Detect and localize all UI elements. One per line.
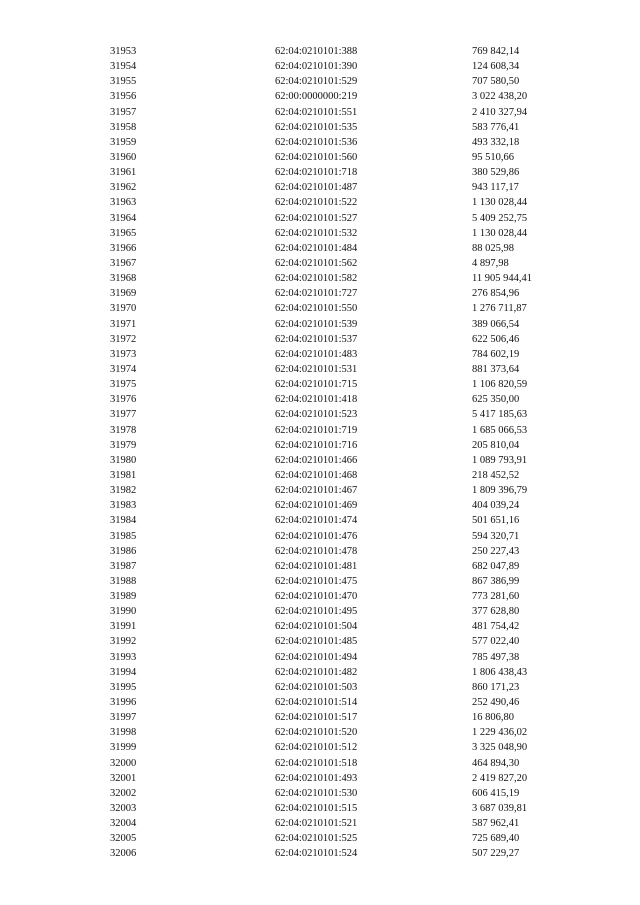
cadastral-number: 62:04:0210101:514 [275, 697, 358, 709]
row-number: 32001 [110, 772, 137, 784]
table-row [0, 301, 640, 316]
cadastral-value: 577 022,40 [472, 636, 520, 648]
table-row [0, 574, 640, 589]
table-row [0, 271, 640, 286]
cadastral-number: 62:04:0210101:727 [275, 288, 358, 300]
table-row [0, 619, 640, 634]
row-number: 31982 [110, 485, 137, 497]
row-number: 31970 [110, 303, 137, 315]
cadastral-value: 481 754,42 [472, 621, 520, 633]
cadastral-value: 95 510,66 [472, 151, 514, 163]
cadastral-number: 62:04:0210101:512 [275, 742, 358, 754]
table-row [0, 513, 640, 528]
cadastral-number: 62:04:0210101:523 [275, 409, 358, 421]
cadastral-number: 62:04:0210101:532 [275, 227, 358, 239]
cadastral-value: 205 810,04 [472, 439, 520, 451]
cadastral-number: 62:04:0210101:518 [275, 757, 358, 769]
cadastral-number: 62:04:0210101:474 [275, 515, 358, 527]
cadastral-value: 250 227,43 [472, 545, 520, 557]
table-row [0, 634, 640, 649]
table-row [0, 589, 640, 604]
cadastral-number: 62:04:0210101:476 [275, 530, 358, 542]
cadastral-number: 62:04:0210101:535 [275, 121, 358, 133]
row-number: 31992 [110, 636, 137, 648]
cadastral-number: 62:04:0210101:475 [275, 575, 358, 587]
row-number: 31985 [110, 530, 137, 542]
cadastral-value: 1 229 436,02 [472, 727, 528, 739]
table-row [0, 332, 640, 347]
cadastral-value: 276 854,96 [472, 288, 520, 300]
cadastral-number: 62:04:0210101:525 [275, 833, 358, 845]
row-number: 31969 [110, 288, 137, 300]
cadastral-number: 62:04:0210101:493 [275, 772, 358, 784]
cadastral-number: 62:04:0210101:483 [275, 348, 358, 360]
row-number: 31995 [110, 681, 137, 693]
cadastral-value: 1 809 396,79 [472, 485, 528, 497]
table-row [0, 665, 640, 680]
row-number: 31984 [110, 515, 137, 527]
row-number: 31961 [110, 167, 137, 179]
row-number: 32005 [110, 833, 137, 845]
table-row [0, 89, 640, 104]
cadastral-number: 62:04:0210101:550 [275, 303, 358, 315]
table-row [0, 846, 640, 861]
row-number: 31975 [110, 379, 137, 391]
table-row [0, 756, 640, 771]
cadastral-value: 88 025,98 [472, 242, 514, 254]
table-row [0, 256, 640, 271]
cadastral-number: 62:04:0210101:494 [275, 651, 358, 663]
cadastral-number: 62:04:0210101:527 [275, 212, 358, 224]
row-number: 31973 [110, 348, 137, 360]
cadastral-value: 1 130 028,44 [472, 197, 528, 209]
cadastral-number: 62:04:0210101:487 [275, 182, 358, 194]
cadastral-value: 622 506,46 [472, 333, 520, 345]
cadastral-value: 1 089 793,91 [472, 454, 528, 466]
cadastral-value: 464 894,30 [472, 757, 520, 769]
row-number: 31981 [110, 469, 137, 481]
row-number: 31998 [110, 727, 137, 739]
cadastral-number: 62:04:0210101:520 [275, 727, 358, 739]
cadastral-number: 62:04:0210101:716 [275, 439, 358, 451]
row-number: 31991 [110, 621, 137, 633]
cadastral-value: 2 419 827,20 [472, 772, 528, 784]
cadastral-number: 62:04:0210101:582 [275, 273, 358, 285]
table-row [0, 544, 640, 559]
cadastral-value: 769 842,14 [472, 46, 520, 57]
cadastral-number: 62:04:0210101:560 [275, 151, 358, 163]
table-row [0, 195, 640, 210]
cadastral-number: 62:04:0210101:715 [275, 379, 358, 391]
cadastral-value: 501 651,16 [472, 515, 520, 527]
table-row [0, 347, 640, 362]
row-number: 31972 [110, 333, 137, 345]
cadastral-value: 1 130 028,44 [472, 227, 528, 239]
table-row [0, 362, 640, 377]
cadastral-number: 62:04:0210101:517 [275, 712, 358, 724]
table-row [0, 483, 640, 498]
row-number: 31999 [110, 742, 137, 754]
table-row [0, 317, 640, 332]
cadastral-value: 404 039,24 [472, 500, 520, 512]
table-row [0, 165, 640, 180]
cadastral-value: 594 320,71 [472, 530, 520, 542]
table-row [0, 710, 640, 725]
row-number: 31956 [110, 91, 137, 103]
cadastral-number: 62:04:0210101:469 [275, 500, 358, 512]
cadastral-number: 62:00:0000000:219 [275, 91, 358, 103]
cadastral-number: 62:04:0210101:537 [275, 333, 358, 345]
row-number: 32004 [110, 818, 137, 830]
cadastral-value: 867 386,99 [472, 575, 520, 587]
table-row [0, 135, 640, 150]
cadastral-number: 62:04:0210101:470 [275, 591, 358, 603]
table-row [0, 377, 640, 392]
cadastral-value: 725 689,40 [472, 833, 520, 845]
table-row [0, 286, 640, 301]
cadastral-number: 62:04:0210101:530 [275, 787, 358, 799]
cadastral-number: 62:04:0210101:390 [275, 61, 358, 73]
table-row [0, 423, 640, 438]
row-number: 31963 [110, 197, 137, 209]
table-row [0, 680, 640, 695]
cadastral-value: 493 332,18 [472, 136, 520, 148]
cadastral-value: 11 905 944,41 [472, 273, 532, 285]
row-number: 31971 [110, 318, 137, 330]
cadastral-number: 62:04:0210101:478 [275, 545, 358, 557]
row-number: 31974 [110, 363, 137, 375]
row-number: 31977 [110, 409, 137, 421]
cadastral-number: 62:04:0210101:718 [275, 167, 358, 179]
row-number: 31994 [110, 666, 137, 678]
table-row [0, 650, 640, 665]
row-number: 31980 [110, 454, 137, 466]
cadastral-value: 2 410 327,94 [472, 106, 528, 118]
table-row [0, 241, 640, 256]
cadastral-value: 377 628,80 [472, 606, 520, 618]
cadastral-number: 62:04:0210101:562 [275, 257, 358, 269]
table-row [0, 407, 640, 422]
cadastral-value: 784 602,19 [472, 348, 520, 360]
row-number: 32003 [110, 803, 137, 815]
row-number: 31987 [110, 560, 137, 572]
cadastral-value: 3 325 048,90 [472, 742, 528, 754]
table-row [0, 740, 640, 755]
cadastral-value: 4 897,98 [472, 257, 509, 269]
cadastral-value: 252 490,46 [472, 697, 520, 709]
cadastral-number: 62:04:0210101:551 [275, 106, 358, 118]
row-number: 31955 [110, 76, 137, 88]
cadastral-value: 389 066,54 [472, 318, 520, 330]
table-row [0, 74, 640, 89]
table-row [0, 44, 640, 59]
row-number: 31960 [110, 151, 137, 163]
cadastral-number: 62:04:0210101:466 [275, 454, 358, 466]
cadastral-value: 218 452,52 [472, 469, 520, 481]
table-row [0, 529, 640, 544]
cadastral-number: 62:04:0210101:522 [275, 197, 358, 209]
table-row [0, 816, 640, 831]
cadastral-number: 62:04:0210101:515 [275, 803, 358, 815]
cadastral-value: 1 806 438,43 [472, 666, 528, 678]
table-row [0, 801, 640, 816]
cadastral-number: 62:04:0210101:719 [275, 424, 358, 436]
table-row [0, 725, 640, 740]
cadastral-value: 124 608,34 [472, 61, 520, 73]
cadastral-value: 3 022 438,20 [472, 91, 528, 103]
cadastral-number: 62:04:0210101:536 [275, 136, 358, 148]
row-number: 31990 [110, 606, 137, 618]
row-number: 31954 [110, 61, 137, 73]
cadastral-value: 625 350,00 [472, 394, 520, 406]
row-number: 32006 [110, 848, 137, 860]
cadastral-value: 860 171,23 [472, 681, 520, 693]
row-number: 31976 [110, 394, 137, 406]
cadastral-number: 62:04:0210101:529 [275, 76, 358, 88]
row-number: 31988 [110, 575, 137, 587]
cadastral-number: 62:04:0210101:485 [275, 636, 358, 648]
cadastral-value: 507 229,27 [472, 848, 520, 860]
table-row [0, 120, 640, 135]
row-number: 31953 [110, 46, 137, 57]
row-number: 32002 [110, 787, 137, 799]
row-number: 31968 [110, 273, 137, 285]
row-number: 31958 [110, 121, 137, 133]
cadastral-value: 1 685 066,53 [472, 424, 528, 436]
cadastral-value: 5 409 252,75 [472, 212, 528, 224]
cadastral-value: 583 776,41 [472, 121, 520, 133]
cadastral-number: 62:04:0210101:482 [275, 666, 358, 678]
row-number: 31983 [110, 500, 137, 512]
table-row [0, 392, 640, 407]
table-row [0, 604, 640, 619]
row-number: 31964 [110, 212, 137, 224]
table-row [0, 771, 640, 786]
row-number: 31979 [110, 439, 137, 451]
row-number: 31978 [110, 424, 137, 436]
cadastral-number: 62:04:0210101:418 [275, 394, 358, 406]
table-row [0, 498, 640, 513]
cadastral-value: 380 529,86 [472, 167, 520, 179]
cadastral-number: 62:04:0210101:484 [275, 242, 358, 254]
row-number: 31993 [110, 651, 137, 663]
cadastral-number: 62:04:0210101:539 [275, 318, 358, 330]
table-row [0, 105, 640, 120]
cadastral-value: 707 580,50 [472, 76, 520, 88]
cadastral-value: 773 281,60 [472, 591, 520, 603]
cadastral-value: 5 417 185,63 [472, 409, 528, 421]
cadastral-number: 62:04:0210101:521 [275, 818, 358, 830]
cadastral-value: 16 806,80 [472, 712, 514, 724]
row-number: 31967 [110, 257, 137, 269]
table-row [0, 438, 640, 453]
cadastral-number: 62:04:0210101:504 [275, 621, 358, 633]
cadastral-value: 943 117,17 [472, 182, 519, 194]
row-number: 31986 [110, 545, 137, 557]
cadastral-number: 62:04:0210101:531 [275, 363, 358, 375]
table-row [0, 211, 640, 226]
row-number: 31966 [110, 242, 137, 254]
cadastral-number: 62:04:0210101:468 [275, 469, 358, 481]
row-number: 31996 [110, 697, 137, 709]
cadastral-value: 1 106 820,59 [472, 379, 528, 391]
table-row [0, 559, 640, 574]
row-number: 31965 [110, 227, 137, 239]
table-row [0, 786, 640, 801]
cadastral-value: 587 962,41 [472, 818, 520, 830]
table-row [0, 831, 640, 846]
cadastral-number: 62:04:0210101:495 [275, 606, 358, 618]
row-number: 31957 [110, 106, 137, 118]
table-row [0, 150, 640, 165]
table-row [0, 180, 640, 195]
table-row [0, 226, 640, 241]
cadastral-value: 785 497,38 [472, 651, 520, 663]
cadastral-number: 62:04:0210101:524 [275, 848, 358, 860]
row-number: 32000 [110, 757, 137, 769]
row-number: 31997 [110, 712, 137, 724]
cadastral-number: 62:04:0210101:388 [275, 46, 358, 57]
table-row [0, 59, 640, 74]
cadastral-value: 3 687 039,81 [472, 803, 528, 815]
row-number: 31989 [110, 591, 137, 603]
data-table [0, 44, 640, 862]
cadastral-number: 62:04:0210101:503 [275, 681, 358, 693]
cadastral-value: 881 373,64 [472, 363, 520, 375]
cadastral-value: 606 415,19 [472, 787, 520, 799]
row-number: 31962 [110, 182, 137, 194]
cadastral-number: 62:04:0210101:467 [275, 485, 358, 497]
table-row [0, 468, 640, 483]
cadastral-value: 682 047,89 [472, 560, 520, 572]
table-row [0, 453, 640, 468]
cadastral-number: 62:04:0210101:481 [275, 560, 358, 572]
table-row [0, 695, 640, 710]
cadastral-value: 1 276 711,87 [472, 303, 527, 315]
row-number: 31959 [110, 136, 137, 148]
